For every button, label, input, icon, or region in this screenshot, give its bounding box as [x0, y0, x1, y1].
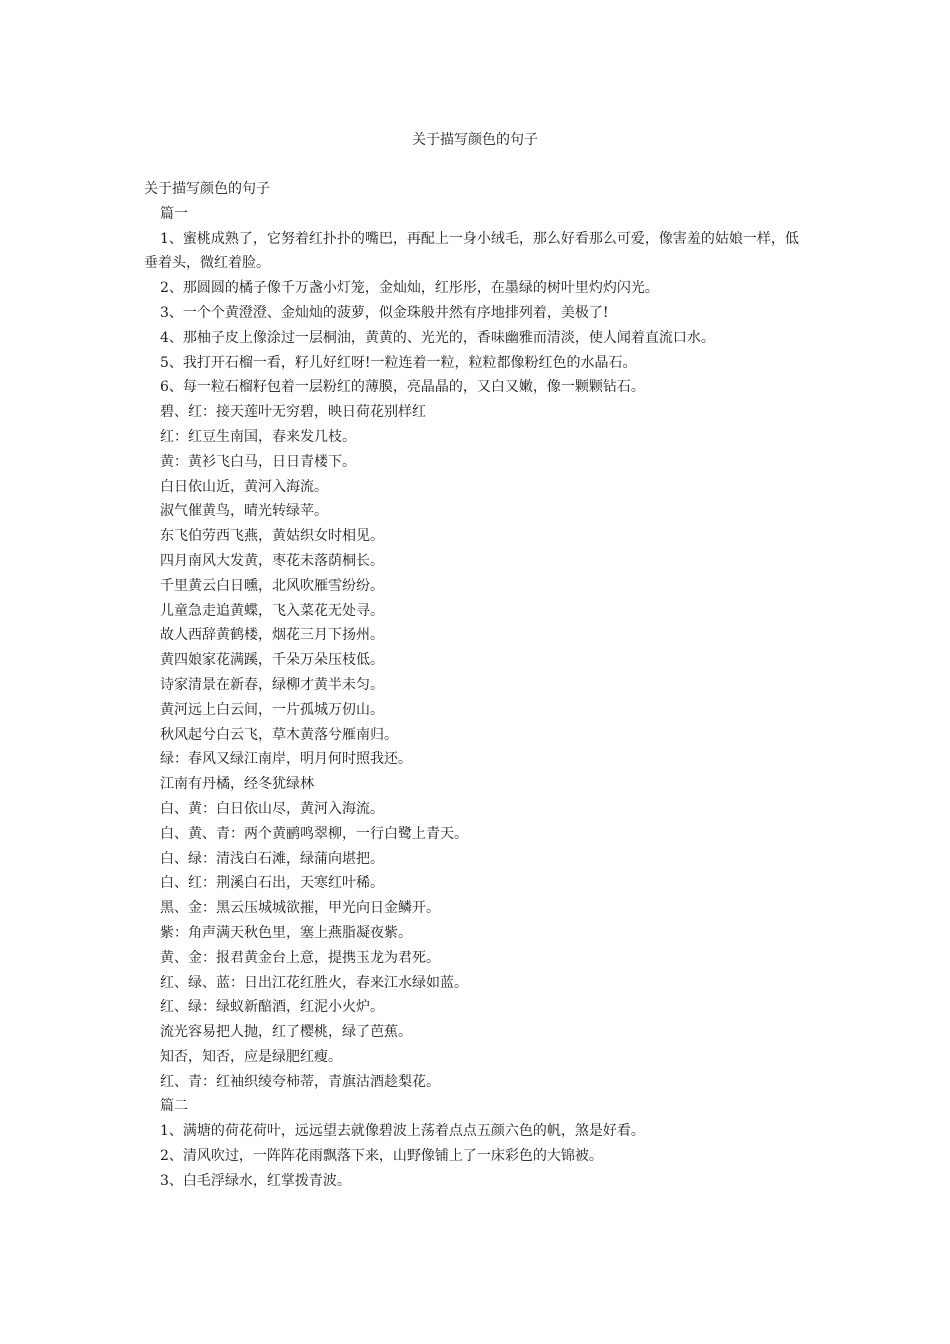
paragraph-line: 红：红豆生南国，春来发几枝。	[160, 428, 356, 445]
paragraph-line: 儿童急走追黄蝶，飞入菜花无处寻。	[160, 602, 384, 619]
document-body	[144, 177, 810, 1194]
paragraph-line: 碧、红：接天莲叶无穷碧，映日荷花别样红	[160, 404, 426, 421]
paragraph-line: 篇二	[160, 1098, 188, 1115]
paragraph-line: 淑气催黄鸟，晴光转绿苹。	[160, 503, 328, 520]
paragraph-line: 紫：角声满天秋色里，塞上燕脂凝夜紫。	[160, 924, 412, 941]
paragraph-line: 4、那柚子皮上像涂过一层桐油，黄黄的、光光的，香味幽雅而清淡，使人闻着直流口水。	[160, 329, 715, 346]
paragraph-line: 秋风起兮白云飞，草木黄落兮雁南归。	[160, 726, 398, 743]
paragraph-line: 白、黄：白日依山尽，黄河入海流。	[160, 800, 384, 817]
paragraph-line: 3、白毛浮绿水，红掌拨青波。	[160, 1172, 351, 1189]
paragraph-line: 流光容易把人抛，红了樱桃，绿了芭蕉。	[160, 1024, 412, 1041]
paragraph-line: 3、一个个黄澄澄、金灿灿的菠萝，似金珠般井然有序地排列着，美极了!	[160, 304, 609, 321]
paragraph-line: 红、绿：绿蚁新醅酒，红泥小火炉。	[160, 999, 384, 1016]
paragraph-line: 黄河远上白云间，一片孤城万仞山。	[160, 701, 384, 718]
paragraph-line: 黑、金：黑云压城城欲摧，甲光向日金鳞开。	[160, 900, 440, 917]
paragraph-line: 东飞伯劳西飞燕，黄姑织女时相见。	[160, 528, 384, 545]
paragraph-line: 5、我打开石榴一看，籽儿好红呀!一粒连着一粒，粒粒都像粉红色的水晶石。	[160, 354, 637, 371]
paragraph-line: 2、那圆圆的橘子像千万盏小灯笼，金灿灿，红彤彤，在墨绿的树叶里灼灼闪光。	[160, 280, 659, 297]
paragraph-line: 四月南风大发黄，枣花未落荫桐长。	[160, 552, 384, 569]
paragraph-line: 千里黄云白日曛，北风吹雁雪纷纷。	[160, 577, 384, 594]
paragraph-line: 篇一	[160, 205, 188, 222]
paragraph-line: 6、每一粒石榴籽包着一层粉红的薄膜，亮晶晶的，又白又嫩，像一颗颗钻石。	[160, 379, 645, 396]
paragraph-line: 1、满塘的荷花荷叶，远远望去就像碧波上荡着点点五颜六色的帆，煞是好看。	[160, 1123, 645, 1140]
paragraph-line: 白、绿：清浅白石滩，绿蒲向堪把。	[160, 850, 384, 867]
paragraph-line: 红、绿、蓝：日出江花红胜火，春来江水绿如蓝。	[160, 974, 468, 991]
paragraph-line: 白、黄、青：两个黄鹂鸣翠柳，一行白鹭上青天。	[160, 825, 468, 842]
paragraph-line: 知否，知否，应是绿肥红瘦。	[160, 1048, 342, 1065]
paragraph-line: 红、青：红袖织绫夸柿蒂，青旗沽酒趁梨花。	[160, 1073, 440, 1090]
paragraph-line: 黄四娘家花满蹊，千朵万朵压枝低。	[160, 652, 384, 669]
document-title: 关于描写颜色的句子	[412, 132, 538, 148]
paragraph-line: 绿：春风又绿江南岸，明月何时照我还。	[160, 751, 412, 768]
paragraph-line: 白日依山近，黄河入海流。	[160, 478, 328, 495]
paragraph-line: 1、蜜桃成熟了，它努着红扑扑的嘴巴，再配上一身小绒毛，那么好看那么可爱，像害羞的姑娘一样，低垂着头，微红着脸。	[144, 230, 799, 272]
paragraph-line: 关于描写颜色的句子	[144, 181, 270, 197]
paragraph-line: 2、清风吹过，一阵阵花雨飘落下来，山野像铺上了一床彩色的大锦被。	[160, 1148, 603, 1165]
paragraph-line: 黄、金：报君黄金台上意，提携玉龙为君死。	[160, 949, 440, 966]
paragraph-line: 白、红：荆溪白石出，天寒红叶稀。	[160, 875, 384, 892]
paragraph-line: 诗家清景在新春，绿柳才黄半未匀。	[160, 676, 384, 693]
paragraph-line: 江南有丹橘，经冬犹绿林	[160, 776, 314, 793]
paragraph-line: 故人西辞黄鹤楼，烟花三月下扬州。	[160, 627, 384, 644]
paragraph-line: 黄：黄衫飞白马，日日青楼下。	[160, 453, 356, 470]
